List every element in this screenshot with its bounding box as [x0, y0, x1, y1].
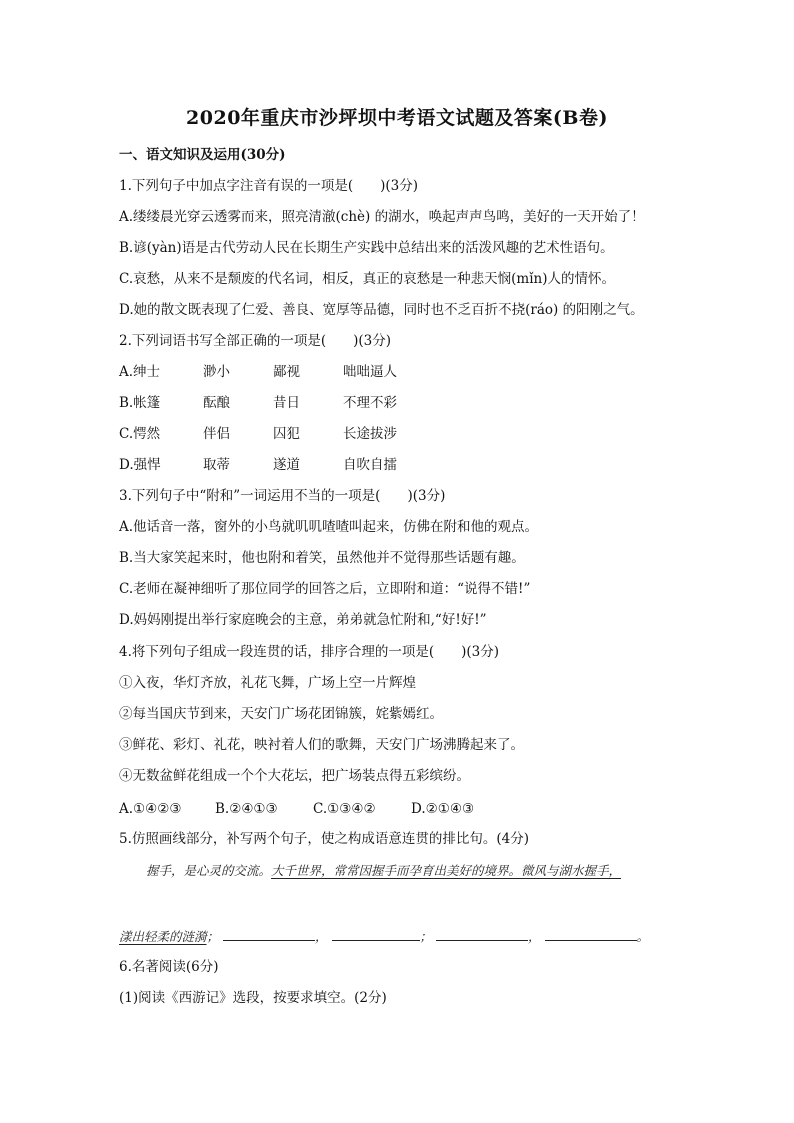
question-3-option-d: D.妈妈刚提出举行家庭晚会的主意，弟弟就急忙附和,“好!好!” — [119, 612, 487, 628]
semicolon: ； — [206, 929, 220, 944]
question-3-option-b: B.当大家笑起来时，他也附和着笑，虽然他并不觉得那些话题有趣。 — [119, 550, 525, 566]
word-cell: C.愕然 — [119, 426, 161, 442]
word-cell: 不理不彩 — [343, 395, 397, 411]
word-cell: 渺小 — [203, 364, 230, 380]
question-4-sentence-1: ①入夜，华灯齐放，礼花飞舞，广场上空一片辉煌 — [119, 675, 416, 691]
question-3-stem: 3.下列句子中“附和”一词运用不当的一项是( )(3分) — [119, 488, 446, 504]
fill-blank-2[interactable] — [332, 927, 420, 941]
word-cell: 昔日 — [273, 395, 300, 411]
answer-option: B.②④①③ — [215, 801, 278, 817]
word-cell: 长途拔涉 — [343, 426, 397, 442]
question-1-option-c: C.哀愁，从来不是颓废的代名词，相反，真正的哀愁是一种悲天悯(mǐn)人的情怀。 — [119, 271, 615, 287]
word-cell: 伴侣 — [203, 426, 230, 442]
question-5-passage — [146, 862, 621, 880]
section-heading: 一、语文知识及运用(30分) — [119, 147, 286, 163]
question-6-sub-1: (1)阅读《西游记》选段，按要求填空。(2分) — [119, 990, 387, 1006]
question-3-option-c: C.老师在凝神细听了那位同学的回答之后，立即附和道：“说得不错!” — [119, 581, 531, 597]
period: 。 — [636, 929, 650, 944]
question-2-stem: 2.下列词语书写全部正确的一项是( )(3分) — [119, 333, 392, 349]
word-cell: 取蒂 — [203, 457, 230, 473]
fill-blank-4[interactable] — [545, 927, 637, 941]
word-cell: A.绅士 — [119, 364, 161, 380]
word-cell: 鄙视 — [273, 364, 300, 380]
word-cell: B.帐篷 — [119, 395, 161, 411]
answer-option: D.②①④③ — [411, 801, 475, 817]
question-4-sentence-3: ③鲜花、彩灯、礼花，映衬着人们的歌舞，天安门广场沸腾起来了。 — [119, 737, 524, 753]
question-5-blank-line — [119, 927, 649, 946]
question-4-sentence-2: ②每当国庆节到来，天安门广场花团锦簇，姹紫嫣红。 — [119, 706, 443, 722]
comma: ， — [528, 929, 541, 944]
question-1-option-a: A.缕缕晨光穿云透雾而来，照亮清澈(chè) 的湖水，唤起声声鸟鸣，美好的一天开始了！ — [119, 209, 645, 225]
answer-option: A.①④②③ — [119, 801, 182, 817]
word-cell: D.强悍 — [119, 457, 161, 473]
semicolon: ； — [419, 929, 433, 944]
passage-underlined-end: 漾出轻柔的涟漪 — [119, 929, 207, 944]
passage-underlined: 大千世界，常常因握手而孕育出美好的境界。微风与湖水握手， — [271, 863, 622, 878]
question-1-stem: 1.下列句子中加点字注音有误的一项是( )(3分) — [119, 178, 419, 194]
word-cell: 酝酿 — [203, 395, 230, 411]
comma: ， — [315, 929, 328, 944]
question-6-stem: 6.名著阅读(6分) — [119, 959, 219, 975]
question-4-stem: 4.将下列句子组成一段连贯的话，排序合理的一项是( )(3分) — [119, 644, 500, 660]
passage-intro: 握手，是心灵的交流。 — [146, 863, 272, 878]
word-cell: 自吹自擂 — [343, 457, 397, 473]
page-title: 2020年重庆市沙坪坝中考语文试题及答案(B卷) — [186, 107, 608, 129]
word-cell: 咄咄逼人 — [343, 364, 397, 380]
question-1-option-d: D.她的散文既表现了仁爱、善良、宽厚等品德，同时也不乏百折不挠(ráo) 的阳刚之气。 — [119, 302, 644, 318]
question-5-stem: 5.仿照画线部分，补写两个句子，使之构成语意连贯的排比句。(4分) — [119, 831, 530, 847]
word-cell: 遂道 — [273, 457, 300, 473]
fill-blank-1[interactable] — [223, 927, 315, 941]
question-4-sentence-4: ④无数盆鲜花组成一个个大花坛，把广场装点得五彩缤纷。 — [119, 768, 470, 784]
question-3-option-a: A.他话音一落，窗外的小鸟就叽叽喳喳叫起来，仿佛在附和他的观点。 — [119, 519, 539, 535]
question-1-option-b: B.谚(yàn)语是古代劳动人民在长期生产实践中总结出来的活泼风趣的艺术性语句。 — [119, 240, 614, 256]
word-cell: 囚犯 — [273, 426, 300, 442]
fill-blank-3[interactable] — [436, 927, 528, 941]
answer-option: C.①③④② — [313, 801, 376, 817]
